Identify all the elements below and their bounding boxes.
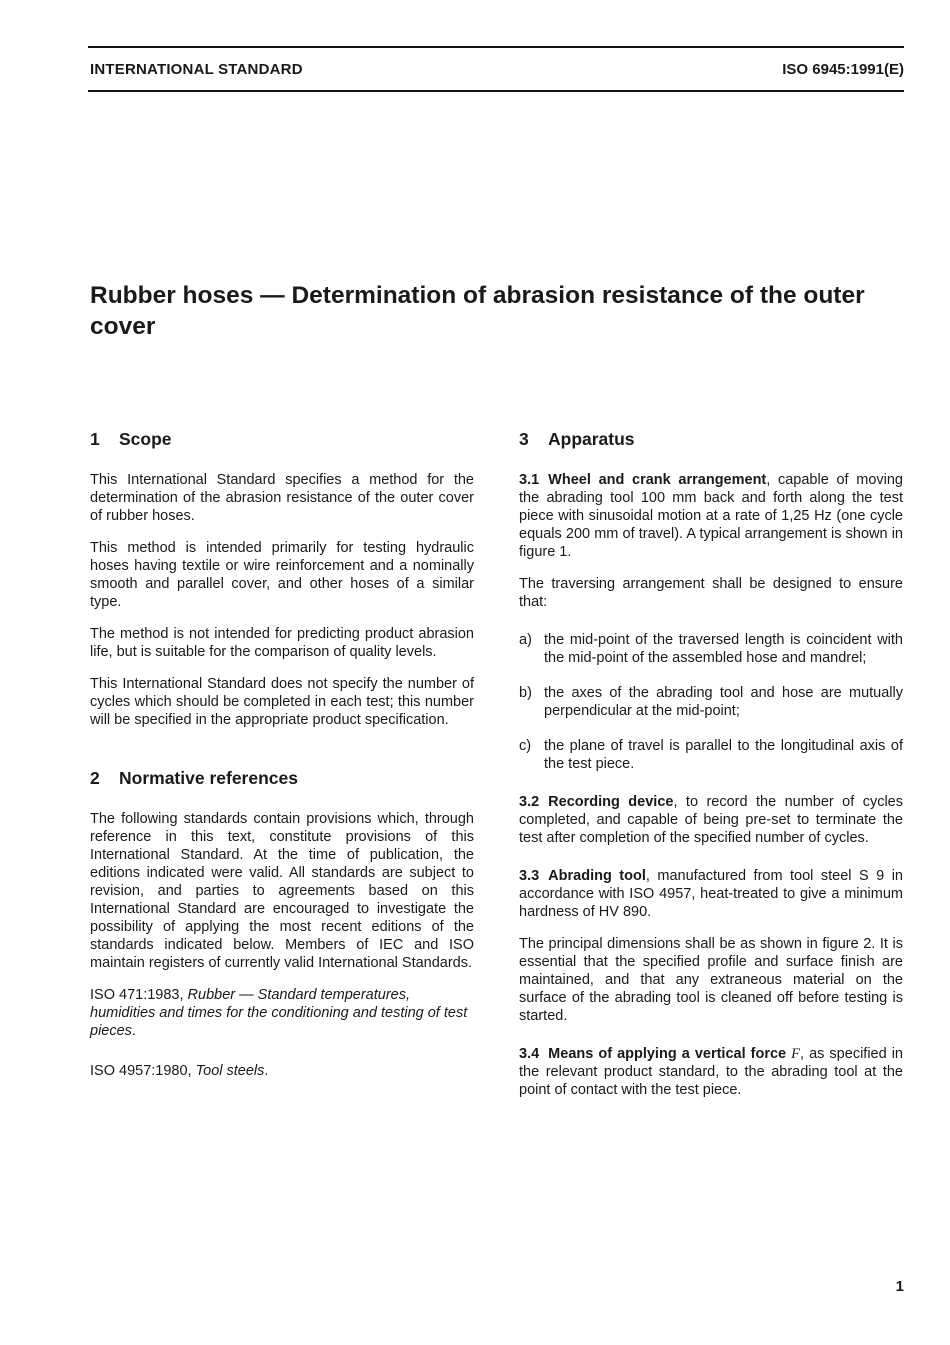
section-title: Scope [119,429,172,449]
clause-title: Recording device [548,794,674,810]
section-title: Normative references [119,768,298,788]
header-rule-top [88,46,904,48]
clause-3-3: 3.3 Abrading tool, manufactured from tool steel S 9 in accordance with ISO 4957, heat-treated to give a minimum hardness of HV 890. [519,868,903,920]
section-1-heading [90,428,474,450]
section-3-heading [519,428,903,450]
paragraph: This method is intended primarily for testing hydraulic hoses having textile or wire reinforcement and a nominally smooth and parallel cover, and other hoses of a similar type. [90,540,474,610]
reference-title: Tool steels [195,1063,265,1079]
clause-title: Means of applying a vertical force [548,1046,787,1062]
clause-3-1: 3.1 Wheel and crank arrangement, capable of moving the abrading tool 100 mm back and forth along the test piece with sinusoidal motion at a rate of 1,25 Hz (one cycle equals 200 mm of travel). A typical arrangement is shown in figure 1. [519,472,903,560]
reference-code: ISO 471:1983, [90,987,188,1003]
reference-iso-471: ISO 471:1983, Rubber — Standard temperatures, humidities and times for the conditioning and testing of test pieces. [90,987,468,1039]
clause-3-2: 3.2 Recording device, to record the number of cycles completed, and capable of being pre-set to terminate the test after completion of the specified number of cycles. [519,794,903,846]
right-column [519,428,903,1113]
header-rule-bottom [88,90,904,92]
document-title: Rubber hoses — Determination of abrasion resistance of the outer cover [90,282,865,340]
force-variable: F [791,1046,801,1062]
section-title: Apparatus [548,429,635,449]
standard-number: ISO 6945:1991(E) [782,61,904,78]
paragraph: The following standards contain provisions which, through reference in this text, constitute provisions of this International Standard. At the time of publication, the editions indicated were valid. All standards are subject to revision, and parties to agreements based on this International Standard are encouraged to investigate the possibility of applying the most recent editions of the standards indicated below. Members of IEC and ISO maintain registers of currently valid International Standards. [90,811,474,971]
clause-title: Wheel and crank arrangement [548,472,767,488]
paragraph: The method is not intended for predicting product abrasion life, but is suitable for the comparison of quality levels. [90,626,474,660]
list-item: a) the mid-point of the traversed length is coincident with the mid-point of the assembled hose and mandrel; [519,632,903,666]
clause-3-4: 3.4 Means of applying a vertical force F, as specified in the relevant product standard, to the abrading tool at the point of contact with the test piece. [519,1046,903,1098]
reference-code: ISO 4957:1980, [90,1063,196,1079]
document-type-label: INTERNATIONAL STANDARD [90,61,303,78]
left-column [90,428,474,1094]
section-number: 1 [90,429,100,449]
paragraph: The traversing arrangement shall be designed to ensure that: [519,576,903,610]
page-number: 1 [895,1278,904,1295]
paragraph: This International Standard does not specify the number of cycles which should be completed in each test; this number will be specified in the appropriate product specification. [90,676,474,728]
reference-title: Rubber — Standard temperatures, humidities and times for the conditioning and testing of test pieces [90,987,468,1039]
list-item: b) the axes of the abrading tool and hose are mutually perpendicular at the mid-point; [519,685,903,719]
section-2-heading [90,767,474,789]
section-number: 3 [519,429,529,449]
clause-title: Abrading tool [548,868,646,884]
section-number: 2 [90,768,100,788]
paragraph: The principal dimensions shall be as shown in figure 2. It is essential that the specified profile and surface finish are maintained, and that any extraneous material on the surface of the abrading tool is cleaned off before testing is started. [519,936,903,1024]
reference-iso-4957: ISO 4957:1980, Tool steels. [90,1063,269,1079]
paragraph: This International Standard specifies a method for the determination of the abrasion resistance of the outer cover of rubber hoses. [90,472,474,524]
list-item: c) the plane of travel is parallel to the longitudinal axis of the test piece. [519,738,903,772]
